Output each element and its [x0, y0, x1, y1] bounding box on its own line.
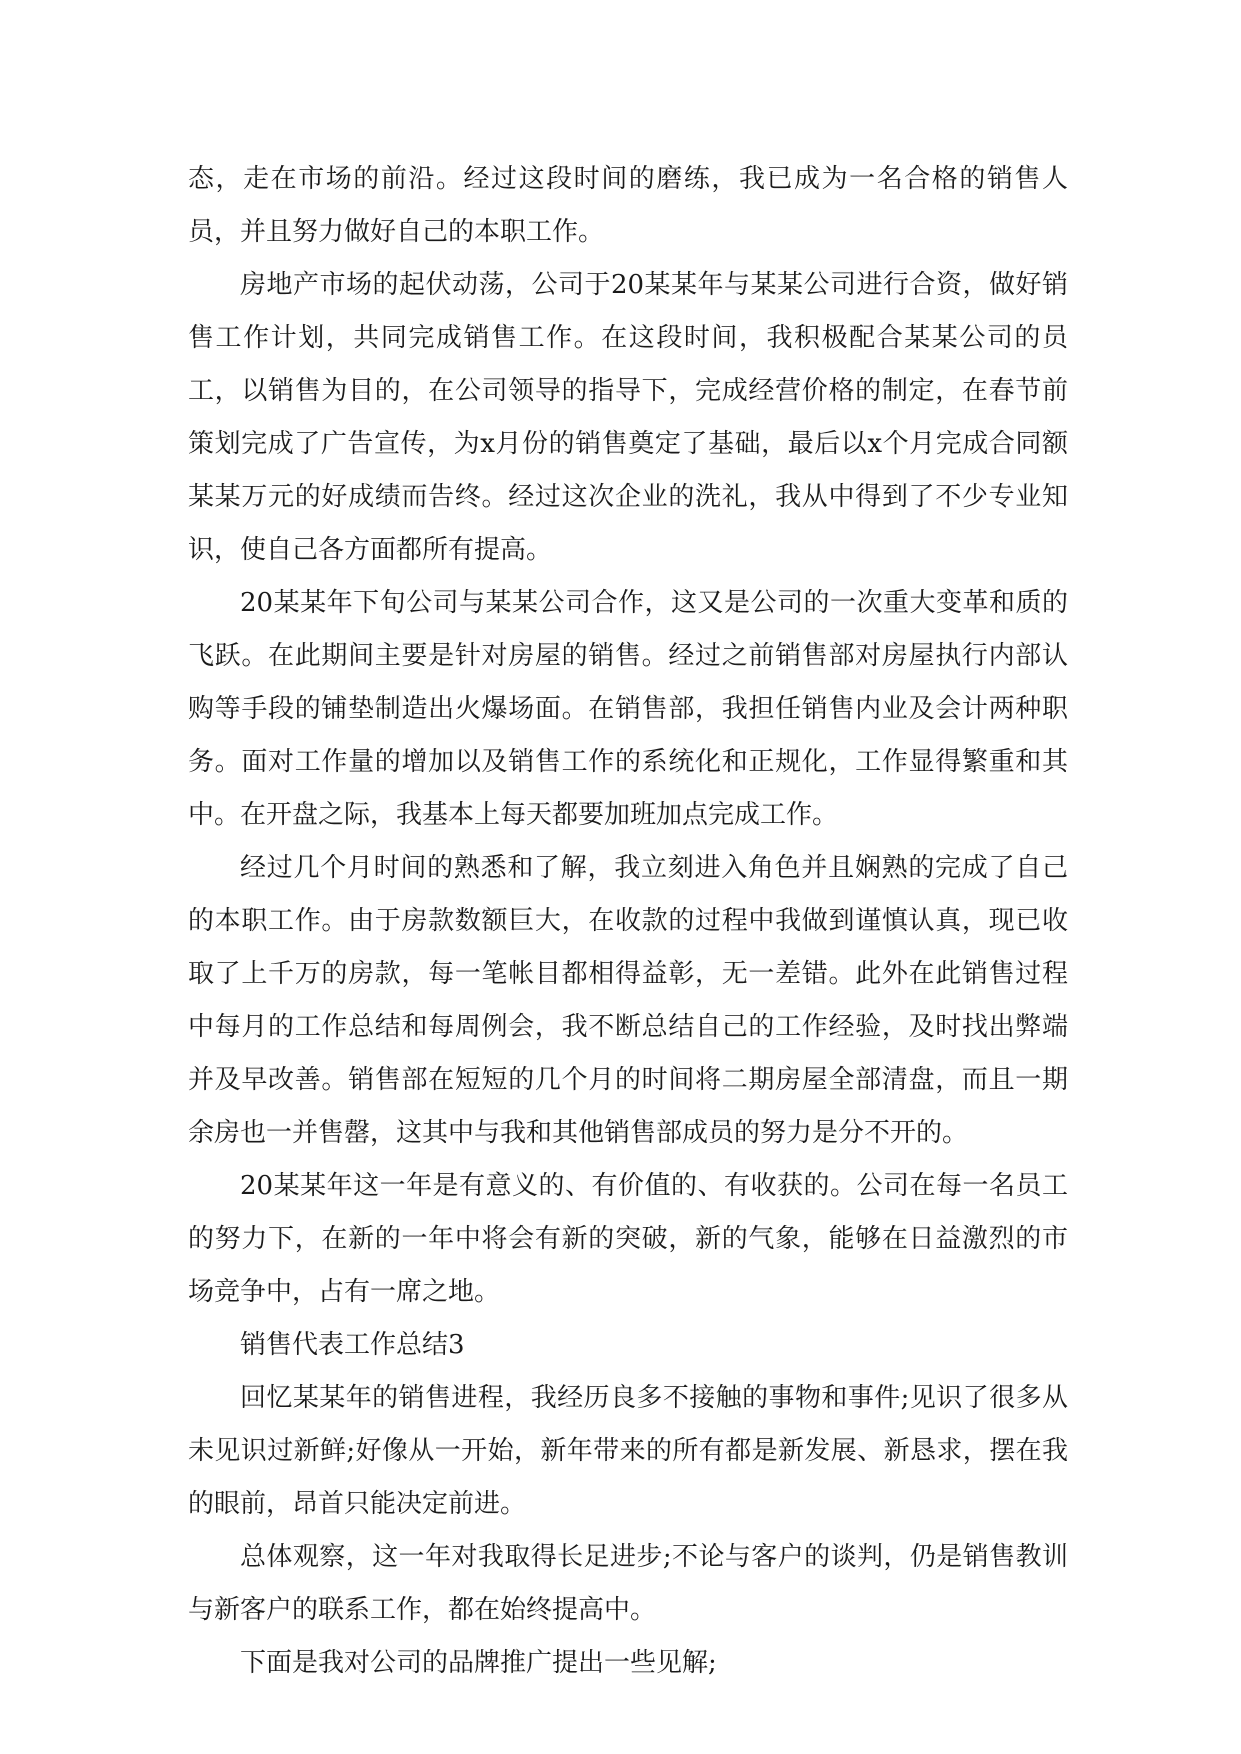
- paragraph-continuation: 态，走在市场的前沿。经过这段时间的磨练，我已成为一名合格的销售人员，并且努力做好自己的本职工作。: [188, 164, 1068, 247]
- section-heading: 销售代表工作总结3: [240, 1330, 465, 1360]
- paragraph-joint-venture: 房地产市场的起伏动荡，公司于20某某年与某某公司进行合资，做好销售工作计划，共同完成销售工作。在这段时间，我积极配合某某公司的员工，以销售为目的，在公司领导的指导下，完成经营价格的制定，在春节前策划完成了广告宣传，为x月份的销售奠定了基础，最后以x个月完成合同额某某万元的好成绩而告终。经过这次企业的洗礼，我从中得到了不少专业知识，使自己各方面都所有提高。: [188, 270, 1068, 565]
- paragraph-overview: 总体观察，这一年对我取得长足进步;不论与客户的谈判，仍是销售教训与新客户的联系工作，都在始终提高中。: [188, 1542, 1068, 1625]
- paragraph-brand-promotion: 下面是我对公司的品牌推广提出一些见解;: [240, 1648, 717, 1678]
- paragraph-familiarization: 经过几个月时间的熟悉和了解，我立刻进入角色并且娴熟的完成了自己的本职工作。由于房款数额巨大，在收款的过程中我做到谨慎认真，现已收取了上千万的房款，每一笔帐目都相得益彰，无一差错。此外在此销售过程中每月的工作总结和每周例会，我不断总结自己的工作经验，及时找出弊端并及早改善。销售部在短短的几个月的时间将二期房屋全部清盘，而且一期余房也一并售罄，这其中与我和其他销售部成员的努力是分不开的。: [188, 853, 1068, 1148]
- paragraph-cooperation: 20某某年下旬公司与某某公司合作，这又是公司的一次重大变革和质的飞跃。在此期间主要是针对房屋的销售。经过之前销售部对房屋执行内部认购等手段的铺垫制造出火爆场面。在销售部，我担任销售内业及会计两种职务。面对工作量的增加以及销售工作的系统化和正规化，工作显得繁重和其中。在开盘之际，我基本上每天都要加班加点完成工作。: [188, 588, 1068, 830]
- paragraph-year-summary: 20某某年这一年是有意义的、有价值的、有收获的。公司在每一名员工的努力下，在新的一年中将会有新的突破，新的气象，能够在日益激烈的市场竞争中，占有一席之地。: [188, 1171, 1068, 1307]
- paragraph-recollection: 回忆某某年的销售进程，我经历良多不接触的事物和事件;见识了很多从未见识过新鲜;好像从一开始，新年带来的所有都是新发展、新恳求，摆在我的眼前，昂首只能决定前进。: [188, 1383, 1068, 1519]
- document-body: [188, 153, 1068, 1690]
